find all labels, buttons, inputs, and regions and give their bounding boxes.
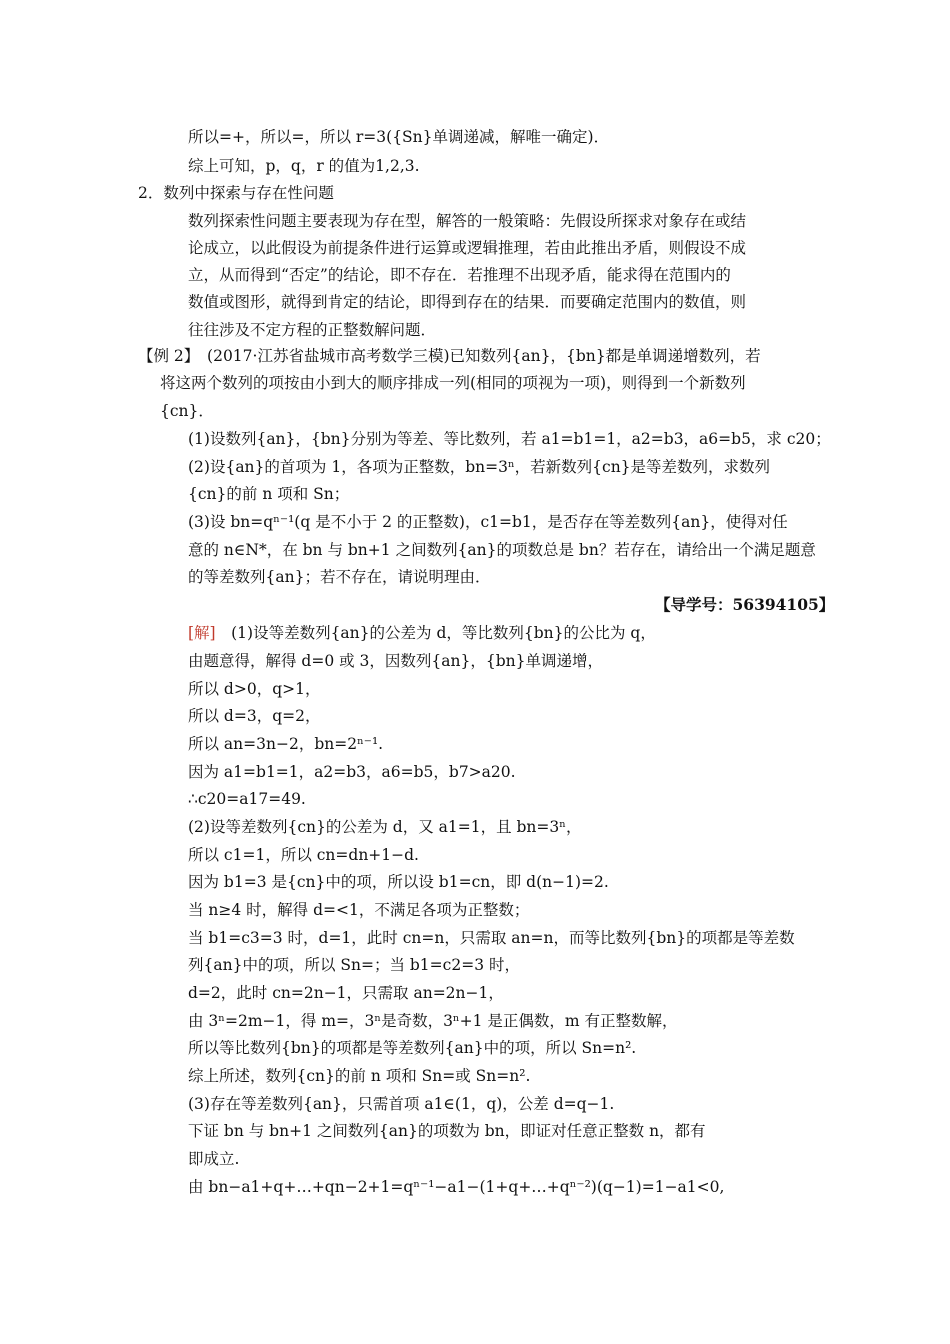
text-line: 由 bn−a1+q+…+qn−2+1=qⁿ⁻¹−a1−(1+q+…+qⁿ⁻²)(q−1)=1−a1<0, xyxy=(188,1178,725,1196)
text-line: 综上所述，数列{cn}的前 n 项和 Sn=或 Sn=n². xyxy=(188,1067,531,1085)
question-part-3: (3)设 bn=qⁿ⁻¹(q 是不小于 2 的正整数)，c1=b1，是否存在等差数列{an}，使得对任 xyxy=(188,513,788,531)
guide-number: 【导学号：56394105】 xyxy=(655,595,835,614)
section-heading: 2．数列中探索与存在性问题 xyxy=(138,184,334,202)
text-line: 数列探索性问题主要表现为存在型，解答的一般策略：先假设所探求对象存在或结 xyxy=(188,212,747,230)
text-line: 所以=+，所以=，所以 r=3({Sn}单调递减，解唯一确定)． xyxy=(188,128,610,146)
text-line: 即成立. xyxy=(188,1150,240,1168)
text-line: 所以等比数列{bn}的项都是等差数列{an}中的项，所以 Sn=n². xyxy=(188,1039,637,1057)
text-line: 由 3ⁿ=2m−1，得 m=，3ⁿ是奇数，3ⁿ+1 是正偶数，m 有正整数解， xyxy=(188,1012,678,1030)
solution-label: [解] xyxy=(188,624,216,642)
text-line: {cn}． xyxy=(160,402,214,420)
text-line: 所以 c1=1，所以 cn=dn+1−d. xyxy=(188,846,419,864)
text-line: {cn}的前 n 项和 Sn； xyxy=(188,485,350,503)
text-line: (2)设等差数列{cn}的公差为 d，又 a1=1，且 bn=3ⁿ， xyxy=(188,818,582,836)
text-line: 所以 d=3，q=2， xyxy=(188,707,321,725)
text-line: 意的 n∈N*，在 bn 与 bn+1 之间数列{an}的项数总是 bn？若存在，请给出一个满足题意 xyxy=(188,541,816,559)
text-line: 综上可知，p，q，r 的值为1,2,3. xyxy=(188,157,420,175)
example-heading: 【例 2】 (2017·江苏省盐城市高考数学三模)已知数列{an}，{bn}都是单调递增数列，若 xyxy=(138,347,761,365)
text-line: 立，从而得到“否定”的结论，即不存在．若推理不出现矛盾，能求得在范围内的 xyxy=(188,266,731,284)
text-line: 的等差数列{an}；若不存在，请说明理由． xyxy=(188,568,491,586)
text-line: 由题意得，解得 d=0 或 3，因数列{an}，{bn}单调递增， xyxy=(188,652,603,670)
text-line: (3)存在等差数列{an}，只需首项 a1∈(1，q)，公差 d=q−1. xyxy=(188,1095,615,1113)
solution-line xyxy=(188,623,656,643)
text-line: 下证 bn 与 bn+1 之间数列{an}的项数为 bn，即证对任意正整数 n，都有 xyxy=(188,1122,706,1140)
solution-text: (1)设等差数列{an}的公差为 d，等比数列{bn}的公比为 q， xyxy=(215,624,656,642)
question-part-2: (2)设{an}的首项为 1，各项为正整数，bn=3ⁿ，若新数列{cn}是等差数列，求数列 xyxy=(188,458,771,476)
text-line: 论成立，以此假设为前提条件进行运算或逻辑推理，若由此推出矛盾，则假设不成 xyxy=(188,239,747,257)
text-line: d=2，此时 cn=2n−1，只需取 an=2n−1， xyxy=(188,984,504,1002)
text-line: 将这两个数列的项按由小到大的顺序排成一列(相同的项视为一项)，则得到一个新数列 xyxy=(160,374,746,392)
text-line: 所以 d>0，q>1， xyxy=(188,680,321,698)
question-part-1: (1)设数列{an}，{bn}分别为等差、等比数列，若 a1=b1=1，a2=b3，a6=b5，求 c20； xyxy=(188,430,831,448)
text-line: 所以 an=3n−2，bn=2ⁿ⁻¹. xyxy=(188,735,384,753)
text-line: 当 n≥4 时，解得 d=<1，不满足各项为正整数； xyxy=(188,901,530,919)
text-line: 因为 a1=b1=1，a2=b3，a6=b5，b7>a20. xyxy=(188,763,516,781)
text-line: 因为 b1=3 是{cn}中的项，所以设 b1=cn，即 d(n−1)=2. xyxy=(188,873,609,891)
text-line: 列{an}中的项，所以 Sn=；当 b1=c2=3 时， xyxy=(188,956,520,974)
text-line: 数值或图形，就得到肯定的结论，即得到存在的结果．而要确定范围内的数值，则 xyxy=(188,293,747,311)
text-line: ∴c20=a17=49. xyxy=(188,790,306,808)
text-line: 当 b1=c3=3 时，d=1，此时 cn=n，只需取 an=n，而等比数列{bn}的项都是等差数 xyxy=(188,929,795,947)
text-line: 往往涉及不定方程的正整数解问题． xyxy=(188,321,437,339)
